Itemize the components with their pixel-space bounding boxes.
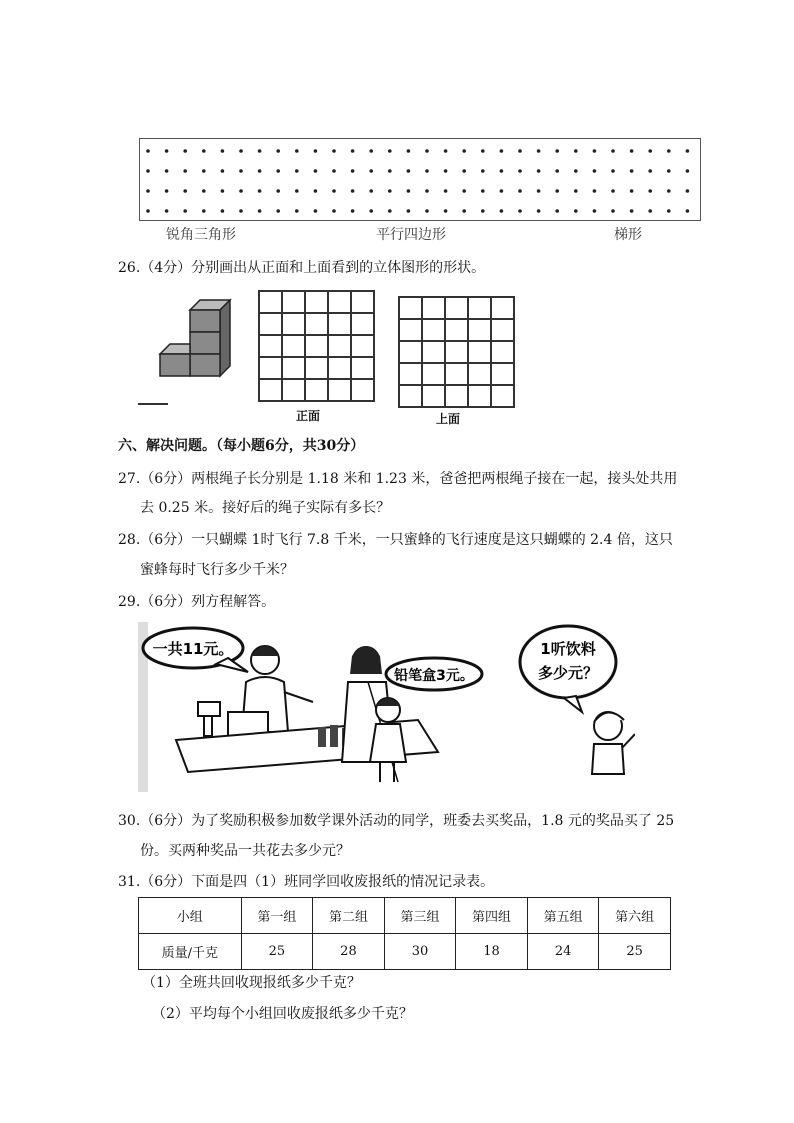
section-6-title: 六、解决问题。（每小题6分，共30分） — [118, 438, 365, 454]
grid-cell — [422, 363, 445, 385]
grid-cell — [491, 319, 514, 341]
grid-dot — [183, 169, 187, 173]
grid-dot — [537, 209, 541, 213]
grid-cell — [468, 363, 491, 385]
grid-dot — [500, 189, 504, 193]
grid-cell — [399, 341, 422, 363]
grid-dot — [276, 169, 280, 173]
grid-dot — [388, 169, 392, 173]
grid-cell — [491, 341, 514, 363]
grid-dot — [444, 189, 448, 193]
grid-dot — [146, 209, 150, 213]
table-cell: 第一组 — [241, 898, 313, 934]
bubble-drink-line2: 多少元？ — [537, 664, 599, 682]
grid-cell — [328, 357, 351, 379]
grid-cell — [491, 385, 514, 407]
grid-dot — [574, 189, 578, 193]
grid-row — [259, 313, 374, 335]
grid-dot — [332, 189, 336, 193]
grid-dot — [202, 169, 206, 173]
grid-dot — [444, 209, 448, 213]
grid-dot — [686, 169, 690, 173]
q31-text: 31.（6分）下面是四（1）班同学回收废报纸的情况记录表。 — [118, 874, 495, 890]
grid-dot — [518, 169, 522, 173]
shop-illustration — [138, 622, 635, 792]
table-cell: 第二组 — [313, 898, 385, 934]
grid-dot — [351, 209, 355, 213]
grid-cell — [351, 335, 374, 357]
grid-dot — [500, 169, 504, 173]
grid-dot — [630, 149, 634, 153]
grid-dot — [351, 169, 355, 173]
newspaper-table — [138, 897, 671, 970]
grid-cell — [259, 357, 282, 379]
q29-text: 29.（6分）列方程解答。 — [118, 594, 276, 610]
grid-cell — [282, 335, 305, 357]
q28-line1: 28.（6分）一只蝴蝶 1时飞行 7.8 千米，一只蜜蜂的飞行速度是这只蝴蝶的 2.4 倍，这只 — [118, 532, 673, 548]
grid-dot — [369, 209, 373, 213]
table-cell: 30 — [384, 934, 456, 970]
grid-dot — [239, 169, 243, 173]
grid-dot — [369, 169, 373, 173]
q26-text: 26.（4分）分别画出从正面和上面看到的立体图形的形状。 — [118, 260, 486, 276]
grid-dot — [425, 169, 429, 173]
grid-cell — [305, 335, 328, 357]
grid-dot — [462, 149, 466, 153]
label-parallelogram: 平行四边形 — [376, 227, 446, 243]
grid-dot — [481, 149, 485, 153]
grid-dot — [518, 209, 522, 213]
grid-dot — [202, 209, 206, 213]
grid-dot — [667, 209, 671, 213]
grid-dot — [276, 189, 280, 193]
dot-grid-box — [139, 138, 701, 221]
grid-cell — [328, 291, 351, 313]
grid-dot — [667, 189, 671, 193]
grid-dot — [407, 189, 411, 193]
table-cell: 第六组 — [599, 898, 671, 934]
grid-cell — [305, 313, 328, 335]
grid-dot — [611, 169, 615, 173]
grid-dot — [295, 189, 299, 193]
grid-dot — [444, 149, 448, 153]
grid-cell — [468, 297, 491, 319]
grid-dot — [630, 189, 634, 193]
grid-dot — [332, 149, 336, 153]
grid-dot — [146, 169, 150, 173]
grid-cell — [491, 363, 514, 385]
table-cell: 质量/千克 — [139, 934, 242, 970]
table-cell: 小组 — [139, 898, 242, 934]
table-cell: 第四组 — [456, 898, 528, 934]
grid-dot — [239, 209, 243, 213]
grid-dot — [648, 169, 652, 173]
table-cell: 28 — [313, 934, 385, 970]
grid-cell — [445, 341, 468, 363]
grid-dot — [425, 149, 429, 153]
grid-dot — [295, 209, 299, 213]
grid-dot — [686, 189, 690, 193]
front-view-label: 正面 — [296, 409, 321, 423]
cube-stack-figure — [138, 288, 238, 408]
grid-dot — [537, 189, 541, 193]
grid-row — [399, 385, 514, 407]
grid-dot — [481, 189, 485, 193]
grid-dot — [518, 149, 522, 153]
grid-cell — [351, 291, 374, 313]
q30-line2: 份。买两种奖品一共花去多少元？ — [140, 843, 350, 859]
table-cell: 18 — [456, 934, 528, 970]
bubble-drink-line1: 1听饮料 — [540, 640, 596, 658]
grid-dot — [314, 209, 318, 213]
grid-cell — [422, 385, 445, 407]
grid-cell — [399, 363, 422, 385]
grid-cell — [328, 313, 351, 335]
grid-cell — [282, 291, 305, 313]
grid-dot — [146, 149, 150, 153]
grid-dot — [630, 209, 634, 213]
grid-dot — [518, 189, 522, 193]
grid-dot — [574, 149, 578, 153]
grid-row — [259, 291, 374, 313]
bubble-total: 一共11元。 — [152, 640, 234, 658]
grid-dot — [667, 169, 671, 173]
grid-cell — [305, 379, 328, 401]
grid-dot — [425, 189, 429, 193]
top-view-label: 上面 — [436, 412, 461, 426]
grid-cell — [259, 291, 282, 313]
grid-dot — [555, 209, 559, 213]
grid-dot — [686, 149, 690, 153]
grid-dot — [221, 149, 225, 153]
grid-cell — [422, 297, 445, 319]
q27-line1: 27.（6分）两根绳子长分别是 1.18 米和 1.23 米，爸爸把两根绳子接在一起，接头处共用 — [118, 471, 678, 487]
grid-cell — [422, 341, 445, 363]
grid-dot — [369, 149, 373, 153]
grid-cell — [259, 335, 282, 357]
grid-dot — [239, 149, 243, 153]
grid-cell — [491, 297, 514, 319]
grid-cell — [259, 313, 282, 335]
grid-dot — [537, 149, 541, 153]
table-header-row — [139, 898, 671, 934]
grid-dot — [165, 189, 169, 193]
grid-cell — [282, 379, 305, 401]
grid-dot — [258, 209, 262, 213]
grid-dot — [500, 149, 504, 153]
grid-cell — [399, 297, 422, 319]
grid-cell — [445, 363, 468, 385]
grid-dot — [258, 149, 262, 153]
grid-row — [399, 297, 514, 319]
grid-row — [399, 341, 514, 363]
grid-dot — [593, 149, 597, 153]
grid-dot — [276, 149, 280, 153]
grid-dot — [332, 169, 336, 173]
grid-dot — [314, 169, 318, 173]
grid-dot — [388, 149, 392, 153]
grid-cell — [282, 357, 305, 379]
grid-cell — [468, 341, 491, 363]
grid-cell — [351, 379, 374, 401]
table-cell: 24 — [527, 934, 599, 970]
grid-dot — [165, 209, 169, 213]
top-view-grid — [398, 296, 515, 408]
grid-row — [399, 319, 514, 341]
table-cell: 第三组 — [384, 898, 456, 934]
grid-dot — [648, 209, 652, 213]
front-view-grid — [258, 290, 375, 402]
grid-dot — [611, 209, 615, 213]
grid-cell — [399, 385, 422, 407]
grid-dot — [555, 189, 559, 193]
grid-dot — [555, 169, 559, 173]
grid-cell — [422, 319, 445, 341]
grid-cell — [305, 357, 328, 379]
grid-row — [259, 379, 374, 401]
grid-dot — [648, 189, 652, 193]
grid-dot — [444, 169, 448, 173]
grid-cell — [351, 313, 374, 335]
grid-dot — [314, 149, 318, 153]
grid-cell — [259, 379, 282, 401]
grid-dot — [555, 149, 559, 153]
grid-dot — [500, 209, 504, 213]
grid-dot — [369, 189, 373, 193]
grid-cell — [468, 385, 491, 407]
grid-dot — [183, 209, 187, 213]
grid-dot — [295, 169, 299, 173]
grid-dot — [593, 169, 597, 173]
grid-dot — [165, 149, 169, 153]
table-cell: 25 — [599, 934, 671, 970]
grid-dot — [295, 149, 299, 153]
dot-grid — [140, 139, 700, 220]
grid-dot — [388, 209, 392, 213]
grid-dot — [686, 209, 690, 213]
q28-line2: 蜜蜂每时飞行多少千米？ — [140, 562, 294, 578]
grid-dot — [202, 189, 206, 193]
q27-line2: 去 0.25 米。接好后的绳子实际有多长？ — [140, 500, 391, 516]
bubble-pencil-box: 铅笔盒3元。 — [394, 668, 474, 684]
q30-line1: 30.（6分）为了奖励积极参加数学课外活动的同学，班委去买奖品，1.8 元的奖品买了 25 — [118, 813, 675, 829]
grid-dot — [332, 209, 336, 213]
grid-dot — [630, 169, 634, 173]
grid-cell — [351, 357, 374, 379]
grid-row — [399, 363, 514, 385]
grid-cell — [445, 297, 468, 319]
grid-dot — [183, 149, 187, 153]
grid-dot — [667, 149, 671, 153]
grid-dot — [165, 169, 169, 173]
table-cell: 第五组 — [527, 898, 599, 934]
q31-sub2: （2）平均每个小组回收废报纸多少千克？ — [152, 1006, 413, 1022]
grid-dot — [388, 189, 392, 193]
grid-dot — [221, 209, 225, 213]
grid-dot — [425, 209, 429, 213]
grid-row — [259, 335, 374, 357]
grid-dot — [314, 189, 318, 193]
grid-dot — [611, 189, 615, 193]
grid-dot — [351, 149, 355, 153]
grid-row — [259, 357, 374, 379]
grid-dot — [462, 169, 466, 173]
grid-cell — [328, 379, 351, 401]
table-row — [139, 934, 671, 970]
grid-cell — [445, 385, 468, 407]
grid-dot — [593, 189, 597, 193]
grid-dot — [481, 209, 485, 213]
grid-dot — [183, 189, 187, 193]
grid-dot — [593, 209, 597, 213]
grid-cell — [399, 319, 422, 341]
grid-dot — [574, 169, 578, 173]
grid-cell — [305, 291, 328, 313]
grid-dot — [462, 189, 466, 193]
grid-cell — [468, 319, 491, 341]
grid-cell — [328, 335, 351, 357]
grid-dot — [537, 169, 541, 173]
grid-dot — [146, 189, 150, 193]
table-cell: 25 — [241, 934, 313, 970]
grid-cell — [445, 319, 468, 341]
grid-dot — [258, 169, 262, 173]
grid-dot — [407, 149, 411, 153]
grid-dot — [276, 209, 280, 213]
grid-dot — [202, 149, 206, 153]
grid-dot — [221, 169, 225, 173]
grid-dot — [239, 189, 243, 193]
grid-dot — [611, 149, 615, 153]
grid-dot — [258, 189, 262, 193]
grid-dot — [462, 209, 466, 213]
grid-dot — [481, 169, 485, 173]
grid-dot — [351, 189, 355, 193]
grid-dot — [407, 169, 411, 173]
label-trapezoid: 梯形 — [614, 227, 642, 243]
grid-cell — [282, 313, 305, 335]
grid-dot — [221, 189, 225, 193]
grid-dot — [574, 209, 578, 213]
q31-sub1: （1）全班共回收现报纸多少千克？ — [142, 975, 361, 991]
grid-dot — [648, 149, 652, 153]
grid-dot — [407, 209, 411, 213]
label-acute-triangle: 锐角三角形 — [166, 227, 236, 243]
